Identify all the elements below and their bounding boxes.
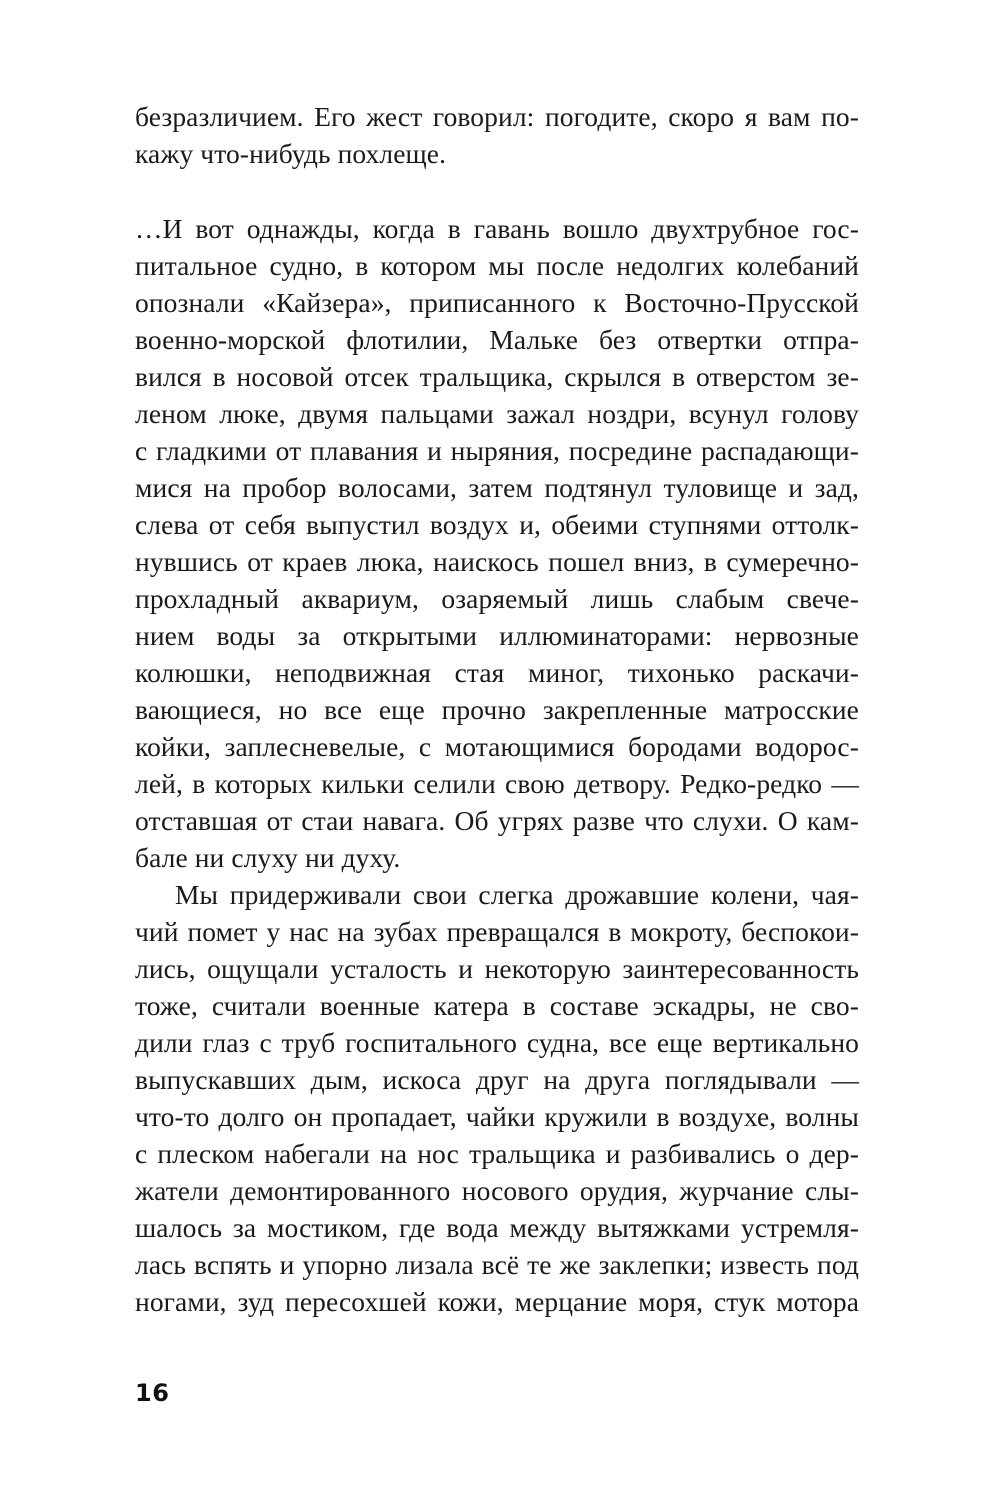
page-number: 16 [135,1379,170,1407]
text-line: нувшись от краев люка, наискось пошел вниз, в сумеречно- [135,546,859,577]
text-line: что-то долго он пропадает, чайки кружили в воздухе, волны [135,1101,859,1132]
text-line: лей, в которых кильки селили свою детвору. Редко-редко — [135,768,859,799]
text-line: военно-морской флотилии, Мальке без отвертки отпра- [135,324,859,355]
text-line: ногами, зуд пересохшей кожи, мерцание моря, стук мотора [135,1286,859,1317]
text-line: …И вот однажды, когда в гавань вошло двухтрубное гос- [135,213,859,244]
text-line: с плеском набегали на нос тральщика и разбивались о дер- [135,1138,859,1169]
text-line: тоже, считали военные катера в составе эскадры, не сво- [135,990,859,1021]
text-line: прохладный аквариум, озаряемый лишь слабым свече- [135,583,859,614]
text-line: чий помет у нас на зубах превращался в мокроту, беспокои- [135,916,859,947]
text-line: мися на пробор волосами, затем подтянул туловище и зад, [135,472,859,503]
text-line: опознали «Кайзера», приписанного к Восточно-Прусской [135,287,859,318]
text-line: кажу что-нибудь похлеще. [135,138,447,169]
paragraph-2-and-3 [135,210,859,1320]
text-line: нием воды за открытыми иллюминаторами: нервозные [135,620,859,651]
paragraph-1 [135,98,859,172]
text-line: лась вспять и упорно лизала всё те же заклепки; известь под [135,1249,859,1280]
text-line: отставшая от стаи навага. Об угрях разве что слухи. О кам- [135,805,859,836]
text-line: лись, ощущали усталость и некоторую заинтересованность [135,953,859,984]
text-line: вающиеся, но все еще прочно закрепленные матросские [135,694,859,725]
text-line: жатели демонтированного носового орудия, журчание слы- [135,1175,859,1206]
text-line: слева от себя выпустил воздух и, обеими ступнями оттолк- [135,509,859,540]
text-line: леном люке, двумя пальцами зажал ноздри, всунул голову [135,398,859,429]
text-line: безразличием. Его жест говорил: погодите, скоро я вам по- [135,101,859,132]
text-line: дили глаз с труб госпитального судна, все еще вертикально [135,1027,859,1058]
text-line: койки, заплесневелые, с мотающимися бородами водорос- [135,731,859,762]
text-line: Мы придерживали свои слегка дрожавшие колени, чая- [175,879,859,910]
text-line: вился в носовой отсек тральщика, скрылся в отверстом зе- [135,361,859,392]
text-line: с гладкими от плавания и ныряния, посредине распадающи- [135,435,859,466]
paragraph-3 [135,876,859,1320]
paragraph-2 [135,210,859,876]
text-line: колюшки, неподвижная стая миног, тихонько раскачи- [135,657,859,688]
text-line: бале ни слуху ни духу. [135,842,401,873]
text-line: шалось за мостиком, где вода между вытяжками устремля- [135,1212,859,1243]
text-line: питальное судно, в котором мы после недолгих колебаний [135,250,859,281]
text-line: выпускавших дым, искоса друг на друга поглядывали — [135,1064,859,1095]
